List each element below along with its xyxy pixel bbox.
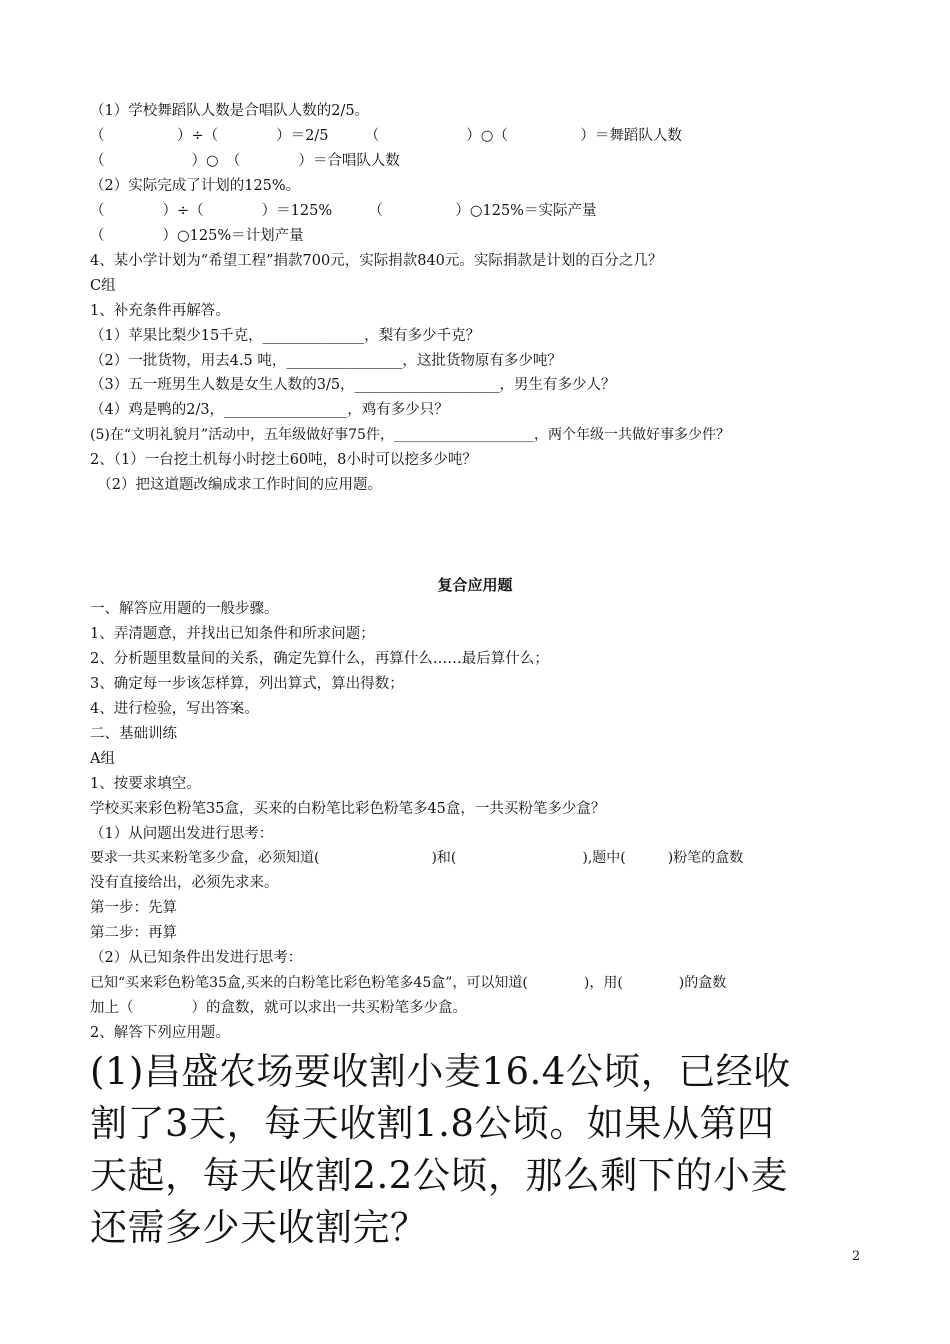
text-line: A组 <box>90 751 115 767</box>
text-line: 第一步：先算 <box>90 900 177 916</box>
text-line: 4、某小学计划为“希望工程”捐款700元，实际捐款840元。实际捐款是计划的百分之几？ <box>90 253 663 269</box>
text-line: C组 <box>90 278 116 294</box>
text-line: （ ）○125%＝计划产量 <box>90 228 304 244</box>
text-line: 没有直接给出，必须先求来。 <box>90 875 279 891</box>
text-line: （1）从问题出发进行思考： <box>90 826 274 842</box>
text-line: 已知“买来彩色粉笔35盒,买来的白粉笔比彩色粉笔多45盒”，可以知道( )，用( )的盒数 <box>90 975 727 991</box>
text-line: 2、解答下列应用题。 <box>90 1025 230 1041</box>
text-line: （3）五一班男生人数是女生人数的3/5，____________________，男生有多少人？ <box>90 377 616 393</box>
text-line: (5)在“文明礼貌月”活动中，五年级做好事75件，____________________，两个年级一共做好事多少件？ <box>90 427 730 443</box>
text-line: 1、补充条件再解答。 <box>90 303 230 319</box>
text-line: 学校买来彩色粉笔35盒，买来的白粉笔比彩色粉笔多45盒，一共买粉笔多少盒？ <box>90 801 606 817</box>
text-line: 要求一共买来粉笔多少盒，必须知道( )和( ),题中( )粉笔的盒数 <box>90 850 744 866</box>
text-line: 加上（ ）的盒数，就可以求出一共买粉笔多少盒。 <box>90 1000 467 1016</box>
text-line: （ ）÷（ ）＝2/5 （ ）○（ ）＝舞蹈队人数 <box>90 128 682 144</box>
text-line: 3、确定每一步该怎样算，列出算式，算出得数； <box>90 676 404 692</box>
text-line: （1）学校舞蹈队人数是合唱队人数的2/5。 <box>90 103 370 119</box>
text-line: 1、按要求填空。 <box>90 776 201 792</box>
text-line: 一、解答应用题的一般步骤。 <box>90 601 279 617</box>
text-line: （2）实际完成了计划的125%。 <box>90 178 301 194</box>
text-line: 4、进行检验，写出答案。 <box>90 701 259 717</box>
problem-text-large: (1)昌盛农场要收割小麦16.4公顷，已经收 <box>90 1050 791 1093</box>
problem-text-large: 割了3天，每天收割1.8公顷。如果从第四 <box>90 1102 775 1145</box>
text-line: 二、基础训练 <box>90 726 177 742</box>
page-number: 2 <box>852 1249 861 1264</box>
section-title: 复合应用题 <box>437 576 513 594</box>
problem-text-large: 还需多少天收割完？ <box>90 1206 428 1249</box>
problem-text-large: 天起，每天收割2.2公顷，那么剩下的小麦 <box>90 1154 788 1197</box>
text-line: 2、分析题里数量间的关系，确定先算什么，再算什么……最后算什么； <box>90 651 549 667</box>
text-line: 1、弄清题意，并找出已知条件和所求问题； <box>90 626 375 642</box>
text-line: （2）一批货物，用去4.5 吨，________________，这批货物原有多少吨？ <box>90 353 562 369</box>
text-line: （ ）○ （ ）＝合唱队人数 <box>90 153 400 169</box>
text-line: 第二步：再算 <box>90 925 177 941</box>
text-line: （4）鸡是鸭的2/3，_________________，鸡有多少只？ <box>90 402 449 418</box>
text-line: 2、（1）一台挖土机每小时挖土60吨，8小时可以挖多少吨？ <box>90 452 477 468</box>
text-line: （1）苹果比梨少15千克，______________，梨有多少千克？ <box>90 328 481 344</box>
text-line: （2）从已知条件出发进行思考： <box>90 950 303 966</box>
text-line: （ ）÷（ ）＝125% （ ）○125%＝实际产量 <box>90 203 597 219</box>
text-line: （2）把这道题改编成求工作时间的应用题。 <box>90 477 382 493</box>
